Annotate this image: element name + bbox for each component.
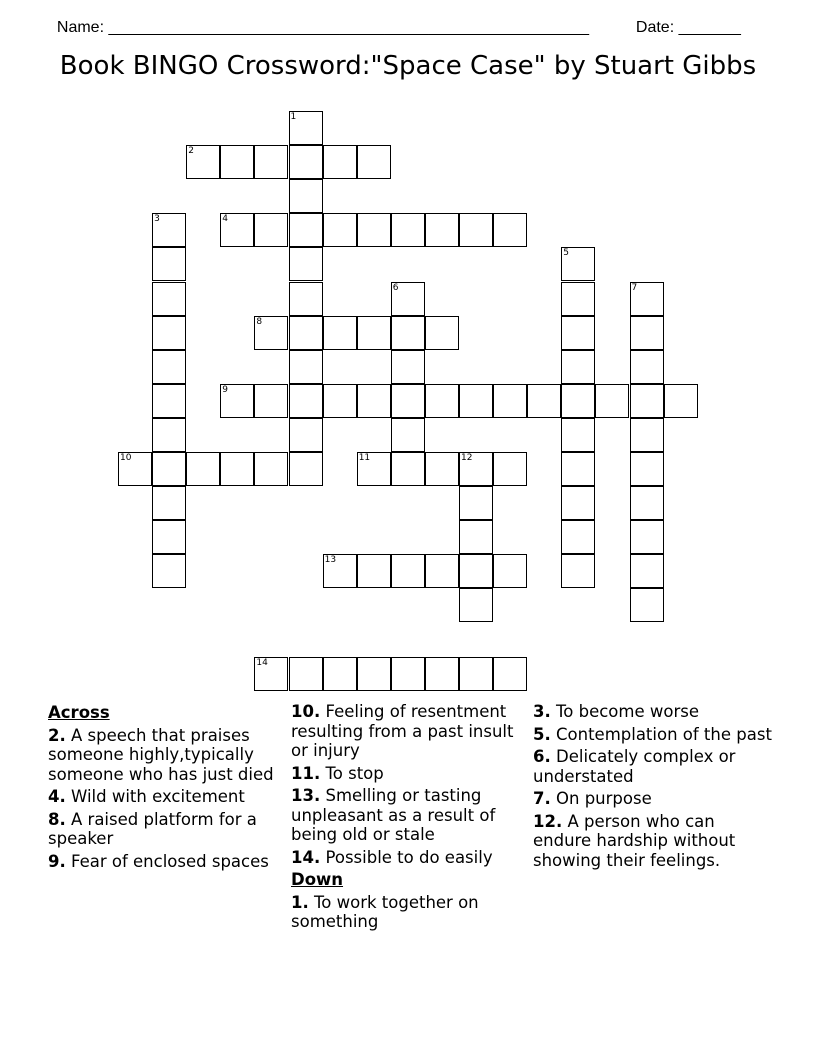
- grid-cell[interactable]: [561, 350, 595, 384]
- grid-cell[interactable]: [391, 213, 425, 247]
- grid-cell[interactable]: [289, 384, 323, 418]
- grid-cell[interactable]: [459, 384, 493, 418]
- grid-cell[interactable]: [391, 418, 425, 452]
- grid-cell[interactable]: [152, 350, 186, 384]
- clue-item: [291, 893, 531, 932]
- grid-cell[interactable]: [152, 316, 186, 350]
- grid-cell[interactable]: [630, 588, 664, 622]
- clue-column-3: [533, 702, 773, 873]
- grid-cell[interactable]: [493, 452, 527, 486]
- grid-cell[interactable]: [289, 247, 323, 281]
- grid-cell[interactable]: [630, 350, 664, 384]
- grid-cell[interactable]: [323, 145, 357, 179]
- grid-cell[interactable]: [254, 384, 288, 418]
- grid-cell[interactable]: [630, 520, 664, 554]
- grid-cell[interactable]: [425, 316, 459, 350]
- grid-cell[interactable]: [561, 554, 595, 588]
- clue-number: 5: [563, 248, 570, 259]
- clue-number: 1: [290, 112, 297, 122]
- clue-column-2: [291, 702, 531, 935]
- clue-num: 5.: [533, 724, 551, 744]
- clue-number: 8: [256, 316, 263, 327]
- grid-cell[interactable]: [630, 486, 664, 520]
- grid-cell[interactable]: [493, 384, 527, 418]
- grid-cell[interactable]: [323, 554, 357, 588]
- name-label: Name:: [56, 19, 109, 36]
- clue-text: A person who can endure hardship without showing their feelings.: [533, 811, 736, 870]
- grid-cell[interactable]: [630, 384, 664, 418]
- grid-cell[interactable]: [391, 316, 425, 350]
- grid-cell[interactable]: [254, 657, 288, 691]
- clue-number: 14: [256, 657, 268, 668]
- grid-cell[interactable]: [357, 452, 391, 486]
- grid-cell[interactable]: [254, 452, 288, 486]
- grid-cell[interactable]: [220, 213, 254, 247]
- clue-item: [291, 702, 531, 761]
- clue-text: To work together on something: [291, 892, 479, 931]
- grid-cell[interactable]: [561, 247, 595, 281]
- grid-cell[interactable]: [186, 452, 220, 486]
- clue-text: Contemplation of the past: [556, 724, 772, 744]
- clue-num: 4.: [48, 787, 66, 806]
- clue-item: [291, 786, 531, 845]
- grid-cell[interactable]: [630, 418, 664, 452]
- grid-cell[interactable]: [391, 282, 425, 316]
- clue-item: [48, 726, 288, 785]
- grid-cell[interactable]: [289, 213, 323, 247]
- grid-cell[interactable]: [561, 282, 595, 316]
- grid-cell[interactable]: [289, 179, 323, 213]
- grid-cell[interactable]: [391, 350, 425, 384]
- clue-item: [48, 852, 288, 872]
- grid-cell[interactable]: [459, 657, 493, 691]
- grid-cell[interactable]: [459, 486, 493, 520]
- grid-cell[interactable]: [391, 657, 425, 691]
- clue-number: 12: [461, 453, 473, 463]
- grid-cell[interactable]: [425, 657, 459, 691]
- clue-item: [533, 725, 773, 745]
- grid-cell[interactable]: [561, 316, 595, 350]
- clue-item: [533, 702, 773, 722]
- clue-num: 14.: [291, 847, 321, 867]
- clue-num: 13.: [291, 786, 321, 805]
- grid-cell[interactable]: [630, 316, 664, 350]
- grid-cell[interactable]: [152, 486, 186, 520]
- grid-cell[interactable]: [254, 316, 288, 350]
- clue-text: Possible to do easily: [325, 847, 493, 867]
- grid-cell[interactable]: [357, 384, 391, 418]
- grid-cell[interactable]: [357, 213, 391, 247]
- grid-cell[interactable]: [152, 247, 186, 281]
- grid-cell[interactable]: [289, 657, 323, 691]
- clue-number: 10: [120, 453, 132, 463]
- clue-num: 1.: [291, 892, 309, 912]
- grid-cell[interactable]: [254, 213, 288, 247]
- clue-column-1: [48, 702, 288, 874]
- clue-text: Delicately complex or understated: [533, 747, 736, 786]
- clue-text: On purpose: [556, 789, 652, 808]
- grid-cell[interactable]: [391, 554, 425, 588]
- clue-num: 10.: [291, 702, 321, 721]
- grid-cell[interactable]: [459, 588, 493, 622]
- grid-cell[interactable]: [323, 657, 357, 691]
- clue-item: [291, 848, 531, 868]
- grid-cell[interactable]: [152, 213, 186, 247]
- grid-cell[interactable]: [459, 452, 493, 486]
- grid-cell[interactable]: [630, 282, 664, 316]
- grid-cell[interactable]: [527, 384, 561, 418]
- page-title: Book BINGO Crossword:"Space Case" by Stuart Gibbs: [59, 51, 757, 81]
- clue-text: Smelling or tasting unpleasant as a result of being old or stale: [291, 786, 496, 844]
- grid-cell[interactable]: [323, 384, 357, 418]
- grid-cell[interactable]: [289, 316, 323, 350]
- clue-item: [533, 789, 773, 809]
- clue-num: 9.: [48, 851, 66, 871]
- grid-cell[interactable]: [664, 384, 698, 418]
- clue-item: [291, 764, 531, 784]
- grid-cell[interactable]: [118, 452, 152, 486]
- clue-text: Feeling of resentment resulting from a past insult or injury: [291, 702, 514, 760]
- date-line[interactable]: _______: [678, 19, 741, 36]
- grid-cell[interactable]: [561, 452, 595, 486]
- clue-num: 11.: [291, 763, 321, 783]
- grid-cell[interactable]: [595, 384, 629, 418]
- clue-text: To become worse: [556, 702, 699, 721]
- grid-cell[interactable]: [630, 452, 664, 486]
- clue-number: 3: [154, 214, 160, 225]
- grid-cell[interactable]: [289, 418, 323, 452]
- grid-cell[interactable]: [289, 350, 323, 384]
- grid-cell[interactable]: [220, 452, 254, 486]
- grid-cell[interactable]: [493, 213, 527, 247]
- name-line[interactable]: ______________________________________________________: [108, 19, 589, 36]
- grid-cell[interactable]: [357, 657, 391, 691]
- grid-cell[interactable]: [493, 554, 527, 588]
- grid-cell[interactable]: [323, 213, 357, 247]
- grid-cell[interactable]: [425, 384, 459, 418]
- grid-cell[interactable]: [152, 452, 186, 486]
- clue-number: 11: [358, 453, 371, 463]
- grid-cell[interactable]: [425, 452, 459, 486]
- clue-item: [533, 747, 773, 786]
- clue-num: 12.: [533, 811, 563, 831]
- grid-cell[interactable]: [152, 282, 186, 316]
- clue-heading: Down: [291, 870, 344, 889]
- clue-number: 4: [222, 214, 229, 225]
- clue-text: A raised platform for a speaker: [48, 809, 257, 848]
- grid-cell[interactable]: [391, 384, 425, 418]
- clue-number: 6: [392, 282, 399, 293]
- clue-item: [533, 812, 773, 871]
- grid-cell[interactable]: [561, 418, 595, 452]
- grid-cell[interactable]: [561, 486, 595, 520]
- clue-text: A speech that praises someone highly,typically someone who has just died: [48, 725, 274, 784]
- grid-cell[interactable]: [493, 657, 527, 691]
- clue-text: Fear of enclosed spaces: [71, 851, 269, 871]
- grid-cell[interactable]: [289, 452, 323, 486]
- clue-number: 7: [631, 282, 638, 293]
- grid-cell[interactable]: [220, 145, 254, 179]
- grid-cell[interactable]: [152, 520, 186, 554]
- grid-cell[interactable]: [425, 213, 459, 247]
- grid-cell[interactable]: [323, 316, 357, 350]
- grid-cell[interactable]: [289, 111, 323, 145]
- grid-cell[interactable]: [459, 213, 493, 247]
- clue-text: To stop: [325, 763, 384, 783]
- grid-cell[interactable]: [254, 145, 288, 179]
- grid-cell[interactable]: [152, 384, 186, 418]
- clue-number: 13: [324, 555, 337, 566]
- grid-cell[interactable]: [357, 145, 391, 179]
- grid-cell[interactable]: [289, 145, 323, 179]
- grid-cell[interactable]: [152, 554, 186, 588]
- grid-cell[interactable]: [289, 282, 323, 316]
- grid-cell[interactable]: [152, 418, 186, 452]
- grid-cell[interactable]: [186, 145, 220, 179]
- clue-num: 7.: [533, 789, 551, 808]
- date-label: Date:: [635, 19, 679, 36]
- grid-cell[interactable]: [357, 554, 391, 588]
- clue-number: 2: [188, 146, 194, 157]
- grid-cell[interactable]: [561, 384, 595, 418]
- clue-text: Wild with excitement: [71, 787, 245, 806]
- clue-item: [48, 810, 288, 849]
- grid-cell[interactable]: [561, 520, 595, 554]
- clue-item: [48, 787, 288, 807]
- clue-heading: Across: [48, 703, 110, 722]
- grid-cell[interactable]: [630, 554, 664, 588]
- clue-num: 3.: [533, 702, 551, 721]
- clue-number: 9: [222, 384, 229, 395]
- clue-num: 2.: [48, 725, 66, 745]
- grid-cell[interactable]: [459, 520, 493, 554]
- grid-cell[interactable]: [391, 452, 425, 486]
- clue-num: 6.: [533, 747, 551, 766]
- clue-num: 8.: [48, 809, 66, 829]
- grid-cell[interactable]: [459, 554, 493, 588]
- grid-cell[interactable]: [220, 384, 254, 418]
- grid-cell[interactable]: [425, 554, 459, 588]
- grid-cell[interactable]: [357, 316, 391, 350]
